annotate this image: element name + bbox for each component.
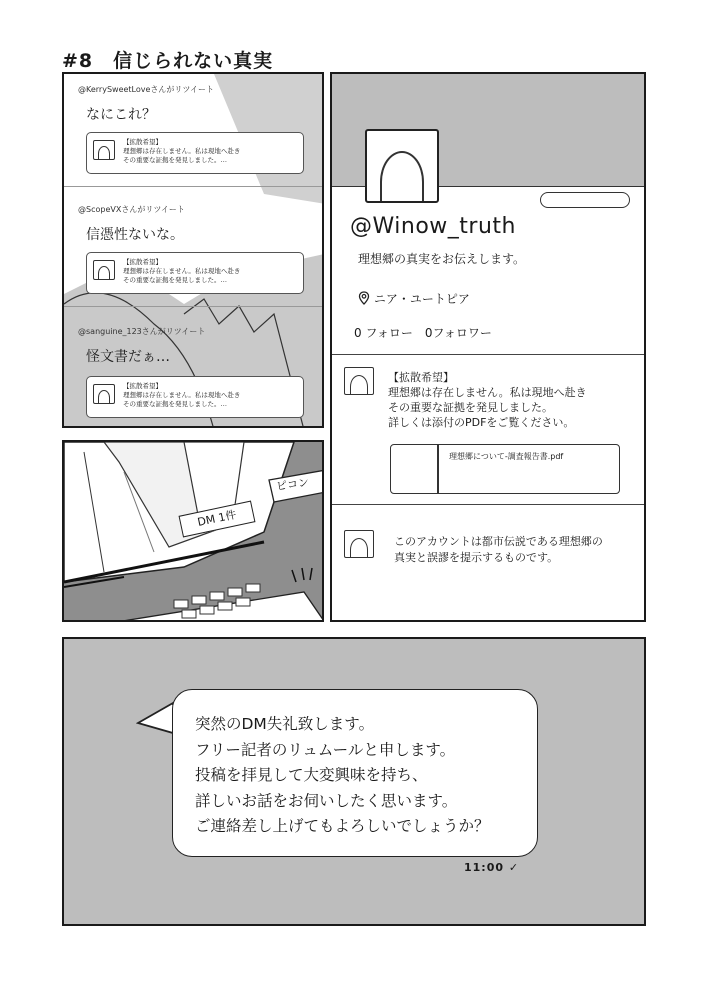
retweet-comment: なにこれ？ — [86, 107, 156, 123]
post-line1: このアカウントは都市伝説である理想郷の — [394, 535, 603, 548]
card-tag: 【拡散希望】 — [123, 258, 162, 266]
message-line: 突然のDM失礼致します。 — [195, 715, 375, 733]
follow-stats: 0 フォロー 0フォロワー — [354, 326, 492, 340]
post-line1: 理想郷は存在しません。私は現地へ赴き — [388, 386, 587, 399]
default-avatar-icon — [344, 367, 374, 395]
card-line2: その重要な証拠を発見しました。… — [123, 276, 227, 284]
message-line: 投稿を拝見して大変興味を持ち、 — [195, 766, 428, 784]
quoted-tweet-card[interactable] — [86, 252, 304, 294]
message-timestamp: 11:00 ✓ — [464, 861, 520, 874]
follow-button[interactable] — [540, 192, 630, 208]
card-tag: 【拡散希望】 — [123, 138, 162, 146]
post-tag: 【拡散希望】 — [388, 371, 454, 384]
page-title: #8 信じられない真実 — [62, 50, 274, 72]
card-line2: その重要な証拠を発見しました。… — [123, 156, 227, 164]
profile-avatar-icon[interactable] — [365, 129, 439, 203]
message-line: 詳しいお話をお伺いしたく思います。 — [195, 791, 458, 810]
dm-notification-label[interactable]: DM 1件 — [179, 501, 256, 538]
pdf-attachment[interactable] — [390, 444, 620, 494]
retweet-header: @KerrySweetLoveさんがリツイート — [78, 85, 215, 94]
dm-message-bubble[interactable] — [172, 689, 538, 857]
divider — [64, 306, 324, 307]
dm-message-panel — [62, 637, 646, 926]
card-tag: 【拡散希望】 — [123, 382, 162, 390]
default-avatar-icon — [93, 384, 115, 404]
notification-sound-effect: ピコン — [275, 475, 310, 494]
default-avatar-icon — [93, 260, 115, 280]
quoted-tweet-card[interactable] — [86, 132, 304, 174]
message-line: フリー記者のリュムールと申します。 — [195, 740, 456, 759]
retweet-header: @sanguine_123さんがリツイート — [78, 327, 206, 336]
computer-panel — [62, 440, 324, 622]
message-line: ご連絡差し上げてもよろしいでしょうか？ — [195, 817, 490, 835]
location-pin-icon — [358, 292, 374, 306]
default-avatar-icon — [344, 530, 374, 558]
post-line2: その重要な証拠を発見しました。 — [388, 401, 553, 414]
attachment-filename: 理想郷について‐調査報告書.pdf — [449, 452, 564, 461]
default-avatar-icon — [93, 140, 115, 160]
card-line1: 理想郷は存在しません。私は現地へ赴き — [123, 391, 241, 399]
card-line1: 理想郷は存在しません。私は現地へ赴き — [123, 267, 241, 275]
retweet-header: @ScopeVXさんがリツイート — [78, 205, 185, 214]
profile-handle: @Winow_truth — [350, 214, 516, 239]
post-line3: 詳しくは添付のPDFをご覧ください。 — [388, 416, 575, 429]
divider — [64, 186, 324, 187]
card-line1: 理想郷は存在しません。私は現地へ赴き — [123, 147, 241, 155]
attachment-divider — [437, 445, 439, 493]
divider — [332, 504, 646, 505]
divider — [332, 354, 646, 355]
profile-location — [358, 290, 470, 307]
post-line2: 真実と誤謬を提示するものです。 — [394, 551, 559, 564]
profile-bio: 理想郷の真実をお伝えします。 — [358, 252, 526, 266]
retweet-comment: 怪文書だぁ… — [86, 349, 170, 365]
card-line2: その重要な証拠を発見しました。… — [123, 400, 227, 408]
quoted-tweet-card[interactable] — [86, 376, 304, 418]
panel-shading — [64, 74, 324, 428]
dm-message-text — [195, 712, 490, 840]
retweet-feed-panel — [62, 72, 324, 428]
location-text: ニア・ユートピア — [373, 292, 470, 306]
bubble-tail — [136, 699, 176, 739]
retweet-comment: 信憑性ないな。 — [86, 227, 184, 243]
profile-panel — [330, 72, 646, 622]
